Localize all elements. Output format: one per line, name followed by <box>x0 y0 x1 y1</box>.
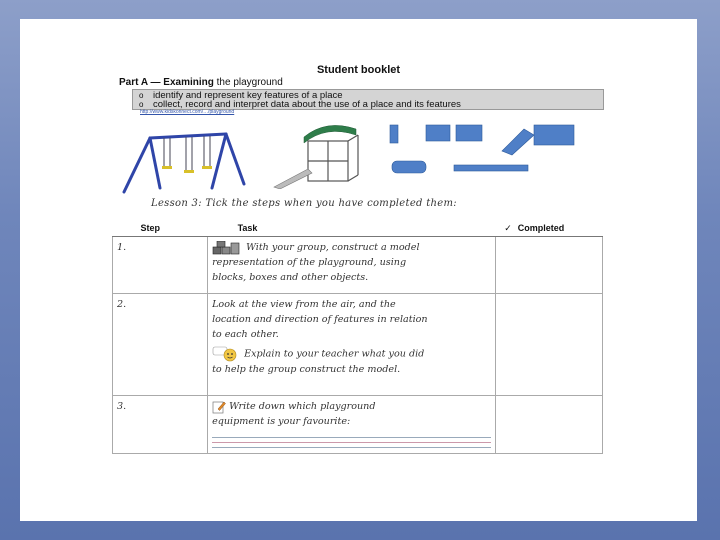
task-cell <box>208 237 496 294</box>
answer-line <box>212 443 491 448</box>
completed-checkbox-cell[interactable] <box>495 237 602 294</box>
climbing-frame-illustration <box>264 117 372 189</box>
bullet-icon: o <box>139 91 144 100</box>
bullet-icon: o <box>139 100 144 109</box>
task-text: representation of the playground, using <box>212 257 407 268</box>
task-text: Write down which playground <box>229 401 376 412</box>
step-number: 2. <box>113 294 208 396</box>
part-prefix: Part A — <box>119 77 161 88</box>
booklet-title: Student booklet <box>316 64 401 76</box>
table-header-row <box>113 220 603 237</box>
task-line-first <box>212 399 491 414</box>
pencil-writing-icon <box>212 400 226 414</box>
swing-set-illustration <box>116 126 256 196</box>
objective-text: collect, record and interpret data about the use of a place and its features <box>153 99 461 110</box>
slide-page <box>20 19 697 521</box>
completed-checkbox-cell[interactable] <box>495 396 602 454</box>
task-cell <box>208 396 496 454</box>
completed-header <box>495 220 602 237</box>
task-text: Explain to your teacher what you did <box>244 348 425 360</box>
task-cell <box>208 294 496 396</box>
task-line-first <box>212 346 491 362</box>
task-text: equipment is your favourite: <box>212 416 351 427</box>
tick-icon: ✓ <box>504 222 512 233</box>
table-row <box>113 237 603 294</box>
step-number: 3. <box>113 396 208 454</box>
task-text: to help the group construct the model. <box>212 364 401 375</box>
lesson-instruction: Lesson 3: Tick the steps when you have completed them: <box>151 198 457 209</box>
table-row <box>113 396 603 454</box>
table-row <box>113 294 603 396</box>
step-number: 1. <box>113 237 208 294</box>
task-header: Task <box>208 220 496 237</box>
speaking-face-icon <box>212 346 238 362</box>
part-rest: the playground <box>216 77 283 88</box>
completed-checkbox-cell[interactable] <box>495 294 602 396</box>
part-heading <box>119 77 283 88</box>
task-text: location and direction of features in relation <box>212 314 428 325</box>
blue-blocks-illustration <box>384 121 584 183</box>
objectives-box <box>132 89 604 110</box>
task-text: Look at the view from the air, and the <box>212 299 396 310</box>
part-bold: Examining <box>163 77 214 88</box>
steps-table <box>112 220 603 454</box>
source-link[interactable]: http://www.kidskonnect.com/…/playground <box>140 109 235 115</box>
objective-text: identify and represent key features of a place <box>153 90 343 101</box>
step-header: Step <box>113 220 208 237</box>
task-text: to each other. <box>212 329 279 340</box>
blocks-icon <box>212 241 240 255</box>
task-text: With your group, construct a model <box>246 242 420 253</box>
completed-label: Completed <box>517 222 565 233</box>
answer-lines[interactable] <box>212 433 491 448</box>
task-text: blocks, boxes and other objects. <box>212 272 369 283</box>
task-line-first <box>212 240 491 255</box>
